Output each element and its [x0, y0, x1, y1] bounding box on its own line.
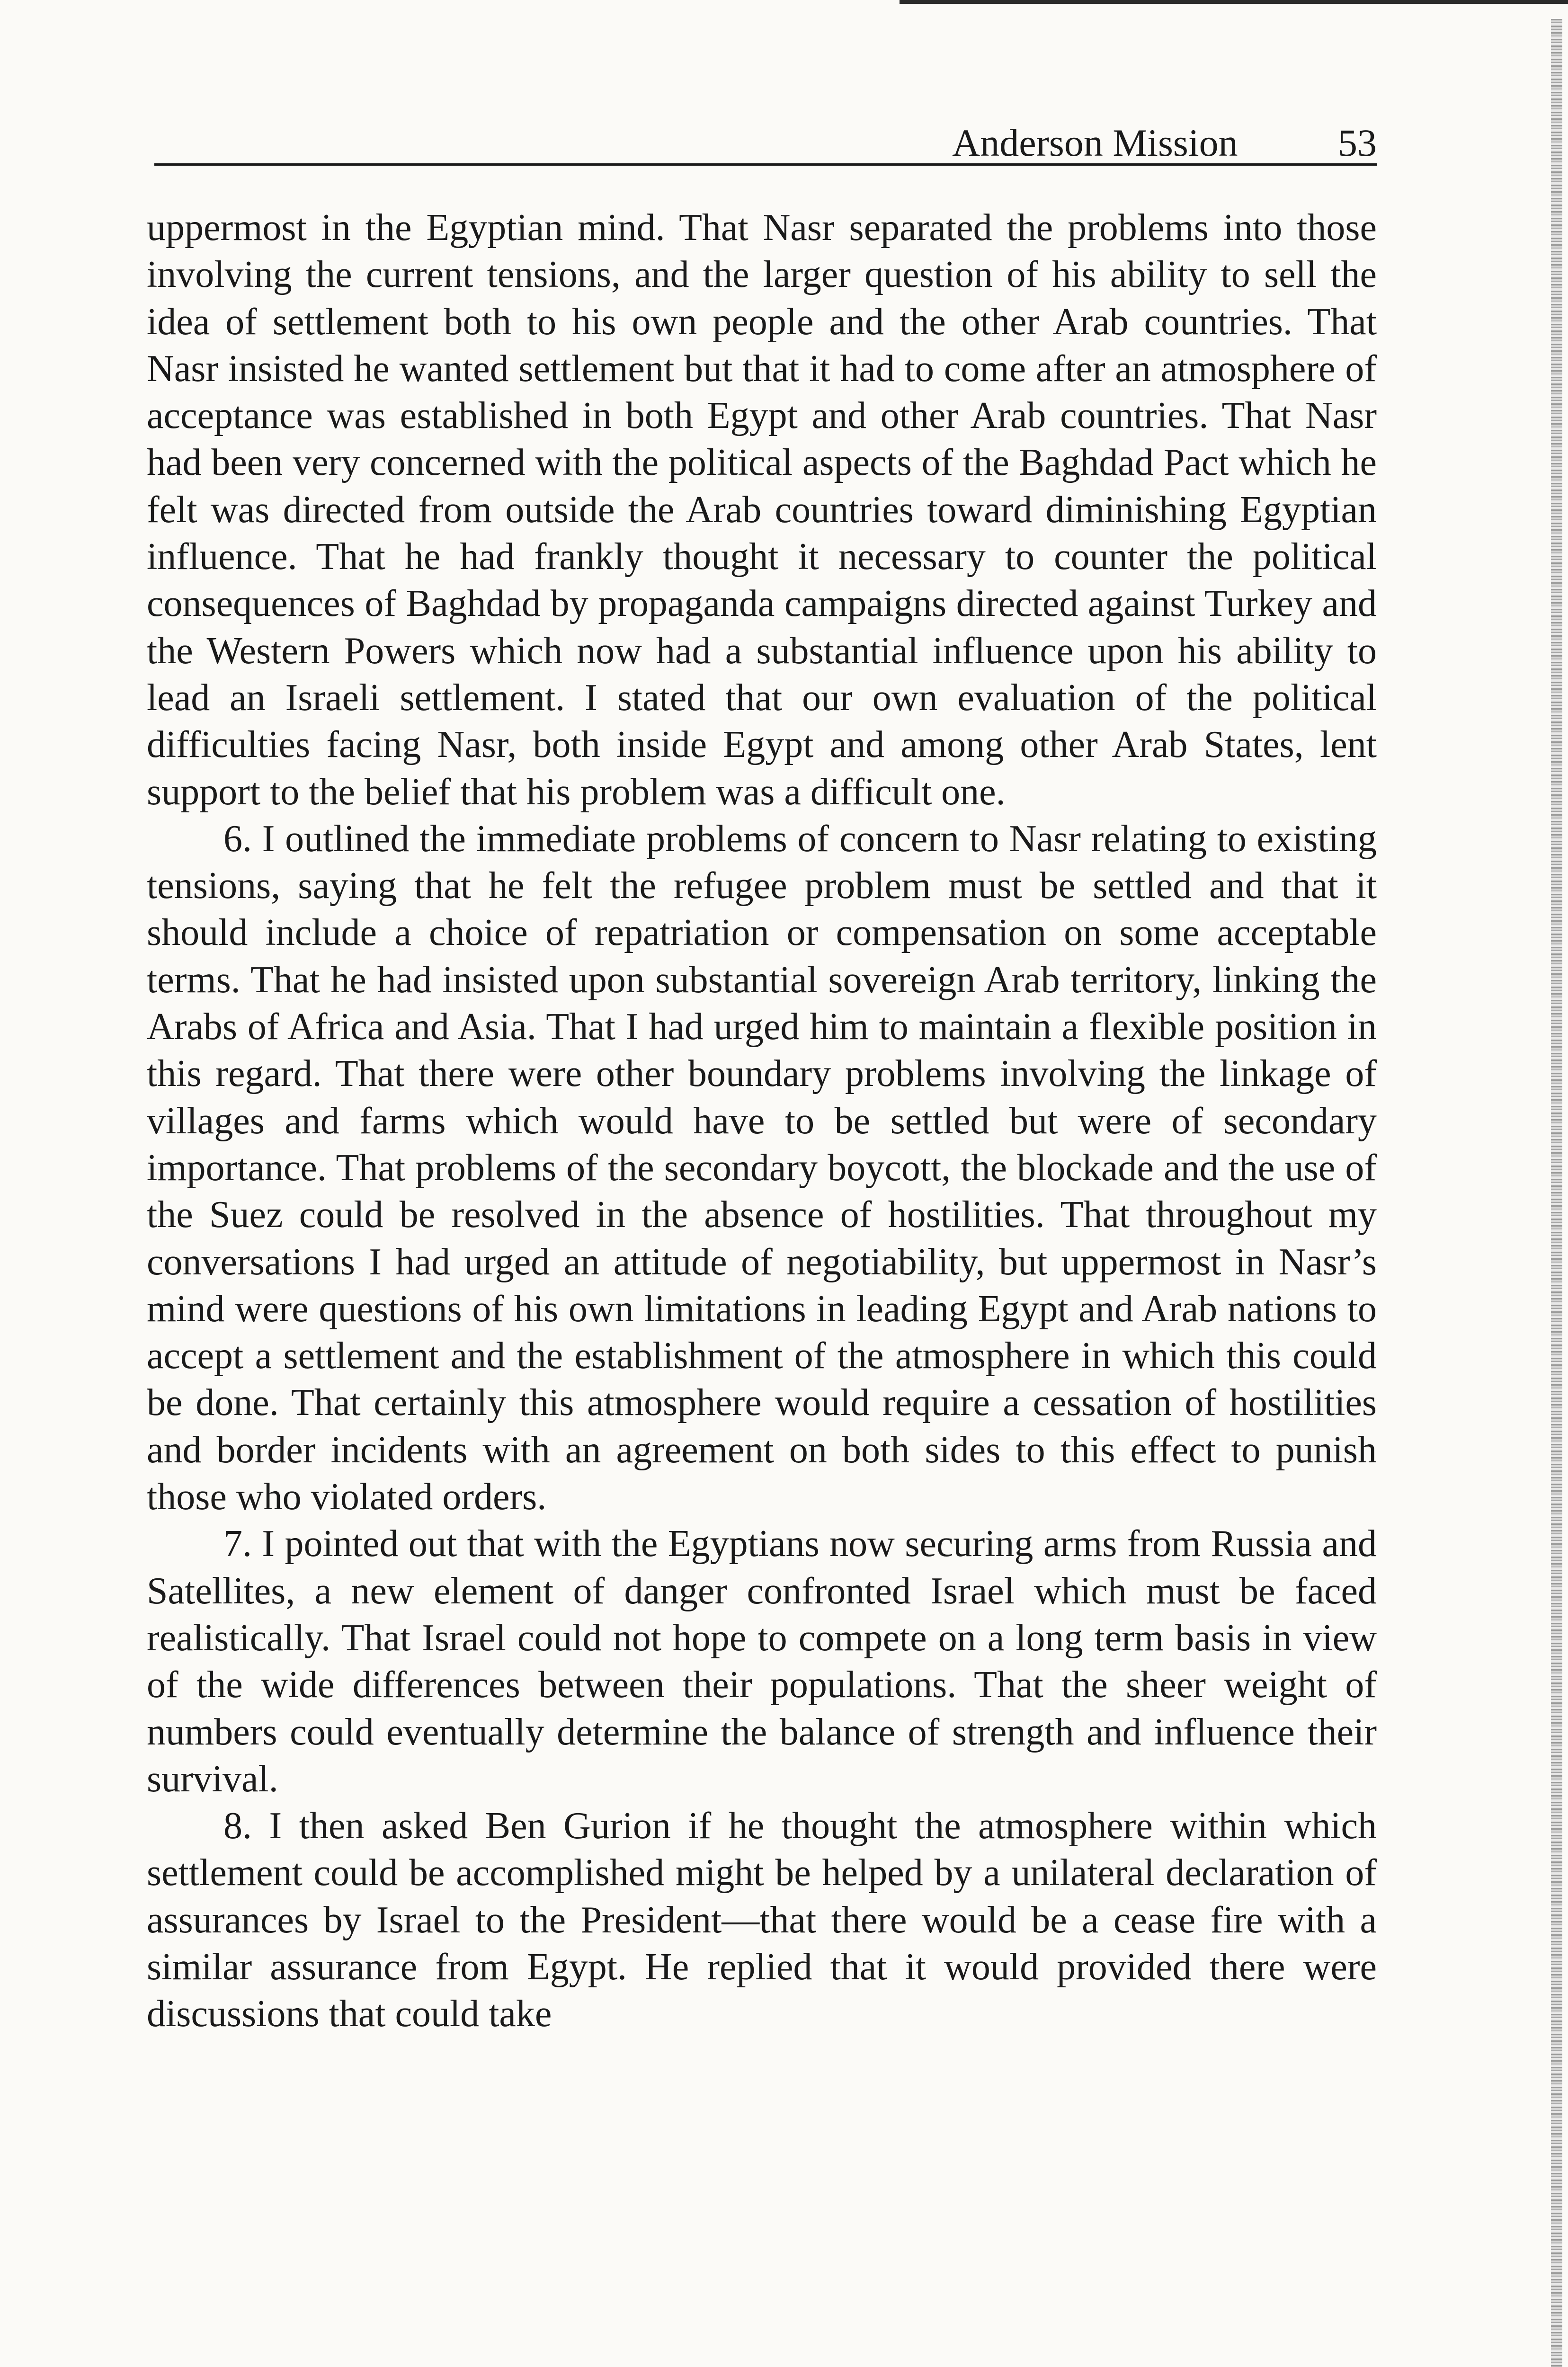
paragraph-7: 7. I pointed out that with the Egyptians now securing arms from Russia and Satellites, a new element of danger confronted Israel which must be faced realistically. That Israel could not hope to compete on a long term basis in view of the wide differences between their populations. That the sheer weight of numbers could eventually determine the balance of strength and influence their survival. [147, 1523, 1377, 1800]
page-edge-shadow [1551, 19, 1562, 2367]
paragraph-8: 8. I then asked Ben Gurion if he thought the atmosphere within which settlement could be accomplished might be helped by a unilateral declaration of assurances by Israel to the President—that there would be a cease fire with a similar assurance from Egypt. He replied that it would provided there were discussions that could take [147, 1805, 1377, 2035]
page-number: 53 [1338, 121, 1377, 164]
running-head: Anderson Mission [952, 121, 1238, 164]
body-text [147, 205, 1377, 2038]
top-edge-rule [900, 0, 1568, 4]
paragraph-continued: uppermost in the Egyptian mind. That Nasr separated the problems into those involving the current tensions, and the larger question of his ability to sell the idea of settlement both to his own people and the other Arab countries. That Nasr insisted he wanted settlement but that it had to come after an atmosphere of acceptance was established in both Egypt and other Arab countries. That Nasr had been very concerned with the political aspects of the Baghdad Pact which he felt was directed from outside the Arab countries toward diminishing Egyptian influence. That he had frankly thought it necessary to counter the political consequences of Baghdad by propaganda campaigns directed against Turkey and the Western Powers which now had a substantial influence upon his ability to lead an Israeli settlement. I stated that our own evaluation of the political difficulties facing Nasr, both inside Egypt and among other Arab States, lent support to the belief that his problem was a difficult one. [147, 207, 1377, 813]
paragraph-6: 6. I outlined the immediate problems of concern to Nasr relating to existing tensions, saying that he felt the refugee problem must be settled and that it should include a choice of repatriation or compensation on some acceptable terms. That he had insisted upon substantial sovereign Arab territory, linking the Arabs of Africa and Asia. That I had urged him to maintain a flexible position in this regard. That there were other boundary problems involving the linkage of villages and farms which would have to be settled but were of secondary importance. That problems of the secondary boycott, the blockade and the use of the Suez could be resolved in the absence of hostilities. That throughout my conversations I had urged an attitude of negotiability, but uppermost in Nasr’s mind were questions of his own limitations in leading Egypt and Arab nations to accept a settlement and the establishment of the atmosphere in which this could be done. That certainly this atmosphere would require a cessation of hostilities and border incidents with an agreement on both sides to this effect to punish those who violated orders. [147, 818, 1377, 1518]
page-header [154, 121, 1377, 166]
